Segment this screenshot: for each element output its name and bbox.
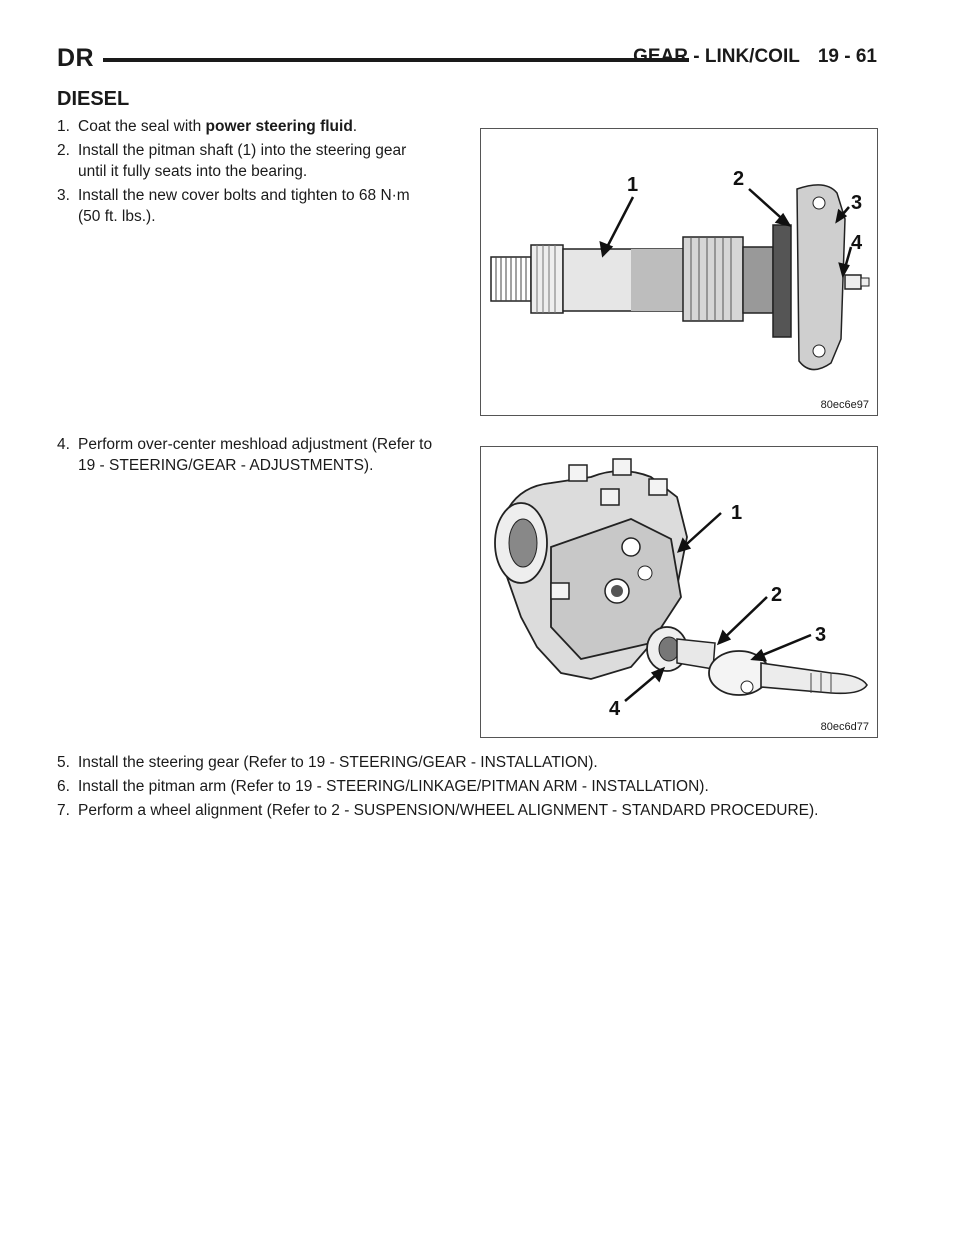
header-rule (103, 58, 689, 62)
step-emphasis: power steering fluid (205, 118, 353, 135)
figure-pitman-shaft (480, 128, 878, 416)
step-text: Perform a wheel alignment (Refer to 2 - SUSPENSION/WHEEL ALIGNMENT - STANDARD PROCEDURE). (78, 802, 819, 819)
step-7 (57, 800, 818, 821)
step-number: 6. (57, 778, 70, 795)
figure2-callout-4: 4 (609, 698, 621, 720)
figure1-code: 80ec6e97 (820, 399, 869, 411)
header-title: GEAR - LINK/COIL (633, 46, 800, 67)
step-text: Coat the seal with (78, 118, 206, 135)
step-3 (57, 185, 447, 227)
step-text: Install the pitman shaft (1) into the steering gear (78, 142, 407, 159)
step-number: 2. (57, 142, 70, 159)
steering-gear-illustration (481, 447, 877, 737)
section-title: DIESEL (57, 88, 130, 110)
step-text: Install the new cover bolts and tighten to 68 N·m (78, 187, 410, 204)
step-number: 3. (57, 187, 70, 204)
figure-steering-gear (480, 446, 878, 738)
page-header (57, 44, 877, 74)
figure2-callout-2: 2 (771, 584, 783, 606)
step-number: 7. (57, 802, 70, 819)
figure1-callout-1: 1 (627, 174, 639, 196)
figure1-callout-2: 2 (733, 168, 745, 190)
figure2-callout-3: 3 (815, 624, 827, 646)
pitman-shaft-illustration (481, 129, 877, 415)
step-number: 1. (57, 118, 70, 135)
step-number: 5. (57, 754, 70, 771)
step-4 (57, 434, 447, 476)
figure1-callout-3: 3 (851, 192, 863, 214)
figure2-callout-1: 1 (731, 502, 743, 524)
step-1 (57, 116, 357, 137)
step-5 (57, 752, 598, 773)
header-right (633, 46, 877, 68)
header-manual-code: DR (57, 44, 95, 72)
step-2 (57, 140, 447, 182)
step-text-end: . (352, 118, 358, 135)
step-6 (57, 776, 709, 797)
step-text-continued: 19 - STEERING/GEAR - ADJUSTMENTS). (78, 457, 374, 474)
step-text-continued: (50 ft. lbs.). (78, 208, 156, 225)
step-text: Install the steering gear (Refer to 19 - STEERING/GEAR - INSTALLATION). (78, 754, 598, 771)
step-text: Install the pitman arm (Refer to 19 - STEERING/LINKAGE/PITMAN ARM - INSTALLATION). (78, 778, 709, 795)
step-text-continued: until it fully seats into the bearing. (78, 163, 308, 180)
figure1-callout-4: 4 (851, 232, 863, 254)
step-number: 4. (57, 436, 70, 453)
step-text: Perform over-center meshload adjustment (Refer to (78, 436, 433, 453)
header-page-number: 19 - 61 (817, 46, 877, 67)
figure2-code: 80ec6d77 (820, 721, 869, 733)
